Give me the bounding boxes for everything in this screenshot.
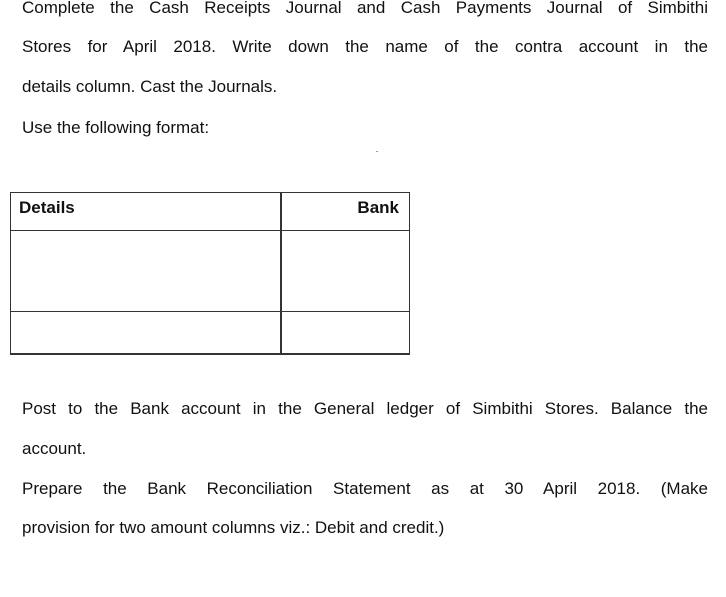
stray-mark (376, 151, 378, 152)
bank-cell (281, 312, 410, 355)
format-table (10, 192, 410, 355)
table-row (11, 231, 410, 312)
bank-cell (281, 231, 410, 312)
followup-line-2: account. (22, 439, 87, 458)
followup-line-4: provision for two amount columns viz.: Debit and credit.) (22, 518, 445, 537)
instruction-line-1: Complete the Cash Receipts Journal and Cash Payments Journal of Simbithi (22, 0, 708, 17)
details-column-header: Details (11, 193, 281, 231)
followup-line-3: Prepare the Bank Reconciliation Statement as at 30 April 2018. (Make (22, 479, 708, 498)
followup-line-1: Post to the Bank account in the General ledger of Simbithi Stores. Balance the (22, 399, 708, 418)
instruction-line-3: details column. Cast the Journals. (22, 77, 278, 96)
instruction-line-2: Stores for April 2018. Write down the name of the contra account in the (22, 37, 708, 56)
details-cell (11, 312, 281, 355)
instruction-line-4: Use the following format: (22, 118, 210, 137)
bank-column-header: Bank (281, 193, 410, 231)
details-cell (11, 231, 281, 312)
table-row (11, 312, 410, 355)
